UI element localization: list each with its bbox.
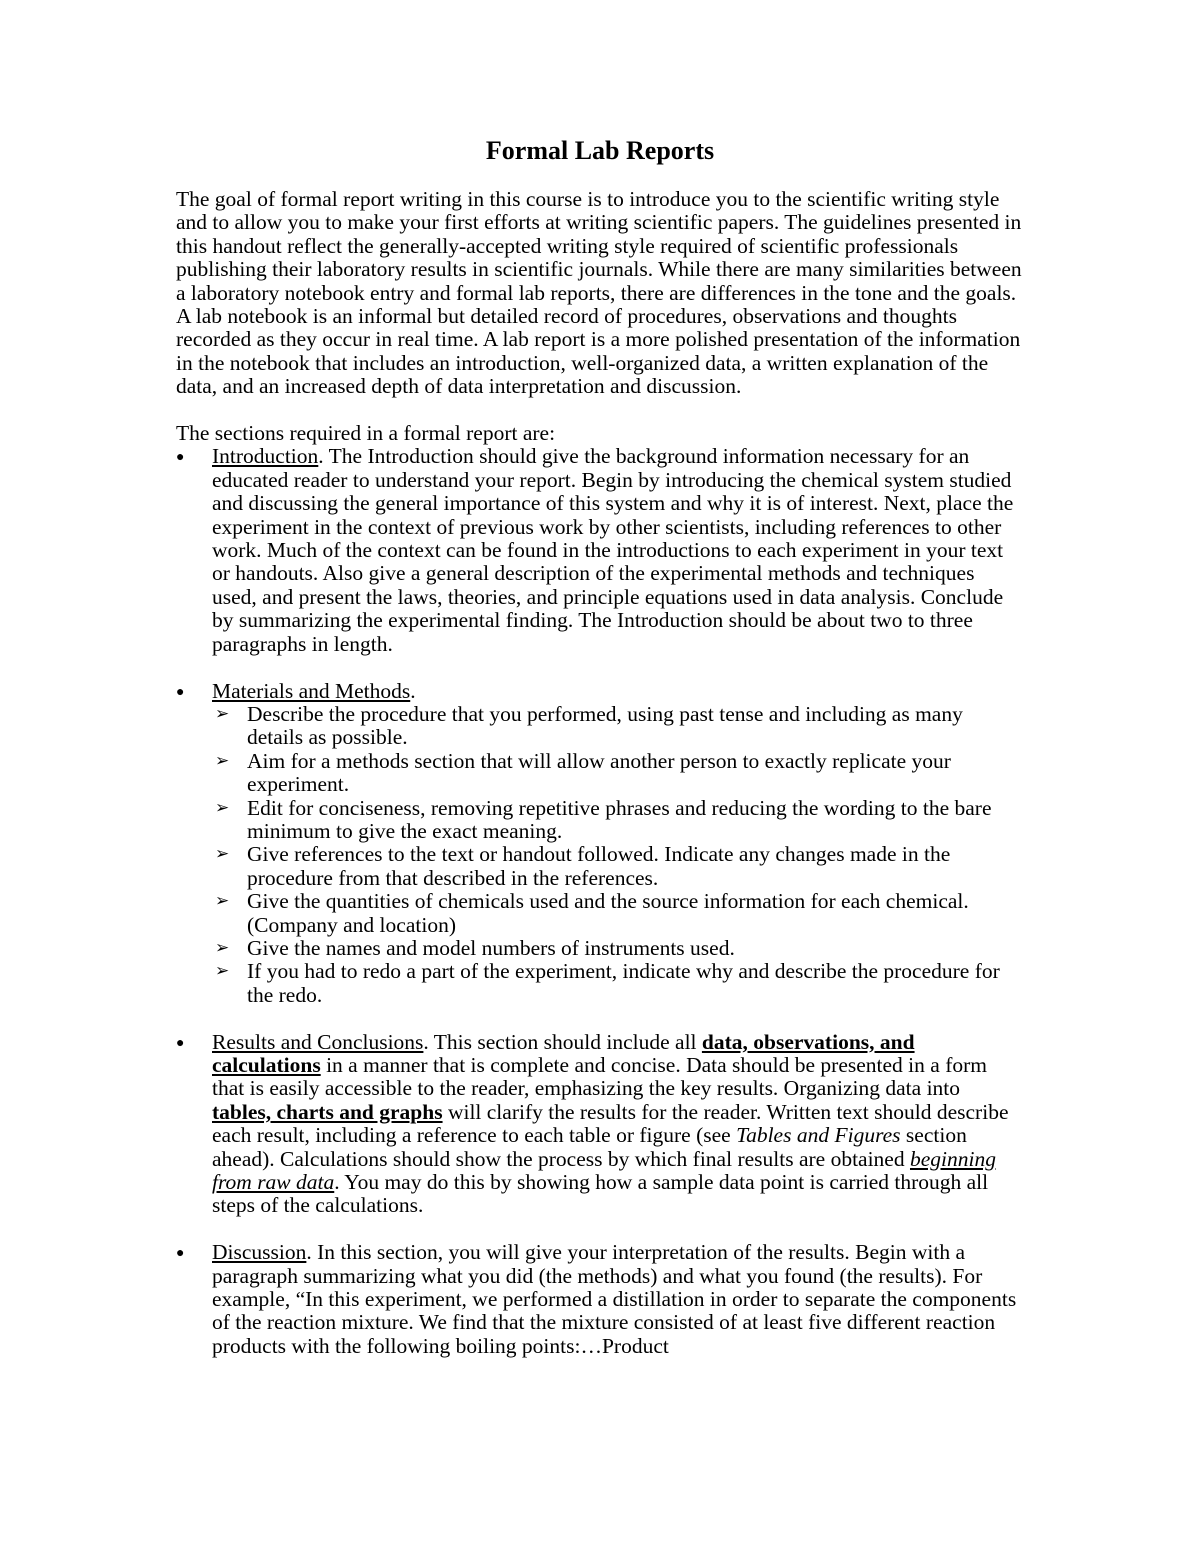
materials-sublist	[212, 703, 1024, 1007]
spacer	[176, 656, 1024, 679]
results-emphasis: data, observations, and calculations	[212, 1029, 915, 1077]
materials-item-text: Give the names and model numbers of instruments used.	[247, 935, 735, 960]
results-italic-underline: beginning from raw data	[212, 1146, 996, 1195]
discussion-bold-text: Begin with a paragraph summarizing what you did (the methods) and what you found (the results). For example, “In this experiment, we performed a distillation in order to separate the components of the reaction mixture. We find that the mixture consisted of at least five different reaction products with the following boiling points:…Product	[212, 1240, 1017, 1358]
page-title: Formal Lab Reports	[485, 136, 715, 165]
spacer	[176, 1007, 1024, 1030]
arrowhead-icon: ➢	[215, 961, 230, 982]
arrowhead-icon: ➢	[215, 891, 230, 912]
materials-item	[212, 843, 1024, 890]
materials-item	[212, 797, 1024, 844]
materials-item	[212, 703, 1024, 750]
section-heading-materials-punct: .	[410, 678, 416, 703]
materials-item	[212, 960, 1024, 1007]
results-text: . You may do this by showing how a sample data point is carried through all steps of the calculations.	[212, 1170, 989, 1218]
materials-item	[212, 890, 1024, 937]
results-text: in a manner that is complete and concise. Data should be presented in a form that is easily accessible to the reader, emphasizing the key results. Organizing data into	[212, 1052, 987, 1101]
materials-item-text: If you had to redo a part of the experiment, indicate why and describe the procedure for the redo.	[247, 959, 1000, 1007]
section-heading-results: Results and Conclusions	[212, 1029, 424, 1054]
arrowhead-icon: ➢	[215, 937, 230, 958]
bullet-icon	[176, 445, 200, 471]
section-discussion	[176, 1241, 1024, 1358]
bullet-icon	[176, 1031, 200, 1057]
section-introduction	[176, 445, 1024, 656]
results-text: section ahead). Calculations should show the process by which final results are obtained	[212, 1123, 967, 1171]
arrowhead-icon: ➢	[215, 797, 230, 818]
results-text: . This section should include all	[423, 1029, 702, 1054]
section-text-introduction: . The Introduction should give the background information necessary for an educated reader to understand your report. Begin by introducing the chemical system studied and discussing the general importance of this system and why it is of interest. Next, place the experiment in the context of previous work by other scientists, including references to other work. Much of the context can be found in the introductions to each experiment in your text or handouts. Also give a general description of the experimental methods and techniques used, and present the laws, theories, and principle equations used in data analysis. Conclude by summarizing the experimental finding. The Introduction should be about two to three paragraphs in length.	[212, 444, 1014, 656]
arrowhead-icon: ➢	[215, 703, 230, 724]
sections-intro: The sections required in a formal report are:	[176, 421, 556, 446]
section-heading-discussion: Discussion	[212, 1240, 307, 1265]
results-italic: Tables and Figures	[736, 1123, 901, 1148]
section-heading-materials: Materials and Methods	[212, 678, 411, 703]
materials-item-text: Aim for a methods section that will allow another person to exactly replicate your experiment.	[247, 748, 951, 797]
spacer	[176, 399, 1024, 422]
materials-item	[212, 937, 1024, 960]
bullet-icon	[176, 1241, 200, 1267]
arrowhead-icon: ➢	[215, 844, 230, 865]
arrowhead-icon: ➢	[215, 750, 230, 771]
section-heading-introduction: Introduction	[212, 444, 319, 469]
materials-item-text: Give references to the text or handout followed. Indicate any changes made in the procedure from that described in the references.	[247, 842, 951, 890]
materials-item-text: Describe the procedure that you performed, using past tense and including as many details as possible.	[247, 701, 963, 750]
materials-item-text: Give the quantities of chemicals used and the source information for each chemical. (Company and location)	[247, 889, 969, 937]
results-emphasis: tables, charts and graphs	[212, 1099, 443, 1124]
sections-list	[176, 445, 1024, 1358]
spacer	[176, 1218, 1024, 1241]
intro-paragraph: The goal of formal report writing in this course is to introduce you to the scientific writing style and to allow you to make your first efforts at writing scientific papers. The guidelines presented in this handout reflect the generally-accepted writing style required of scientific professionals publishing their laboratory results in scientific journals. While there are many similarities between a laboratory notebook entry and formal lab reports, there are differences in the tone and the goals. A lab notebook is an informal but detailed record of procedures, observations and thoughts recorded as they occur in real time. A lab report is a more polished presentation of the information in the notebook that includes an introduction, well-organized data, a written explanation of the data, and an increased depth of data interpretation and discussion.	[176, 187, 1022, 399]
materials-item	[212, 750, 1024, 797]
section-materials	[176, 680, 1024, 1008]
bullet-icon	[176, 680, 200, 706]
results-text: will clarify the results for the reader. Written text should describe each result, including a reference to each table or figure (see	[212, 1099, 1009, 1148]
section-results	[176, 1031, 1024, 1218]
materials-item-text: Edit for conciseness, removing repetitive phrases and reducing the wording to the bare minimum to give the exact meaning.	[247, 795, 992, 843]
discussion-text: . In this section, you will give your interpretation of the results.	[306, 1240, 856, 1265]
